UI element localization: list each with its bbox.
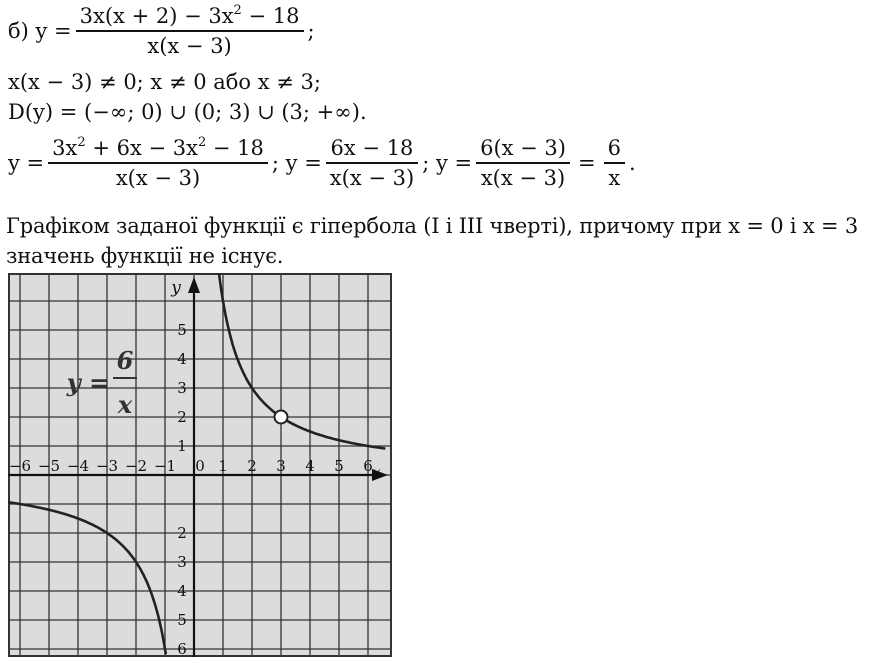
x-tick-label: −2	[124, 457, 148, 475]
y-tick-label: 5	[177, 321, 187, 339]
x-tick-label: −1	[153, 457, 177, 475]
x-axis-label: x	[371, 463, 381, 482]
simplify-line	[8, 136, 636, 190]
y-tick-label: 1	[177, 437, 187, 455]
problem-b-numerator: $3x(x + 2) - 3x^2 - 18$	[79, 3, 300, 28]
domain-line: D(y) = (−∞; 0) ∪ (0; 3) ∪ (3; +∞).	[8, 100, 367, 124]
problem-b-label: б) y =	[8, 18, 72, 43]
simplify-fraction-2-denominator: x(x − 3)	[329, 165, 415, 190]
simplify-separator-1: ; y =	[271, 150, 322, 175]
simplify-fraction-1	[48, 136, 268, 190]
simplify-fraction-3-numerator: 6(x − 3)	[480, 136, 566, 160]
condition-line: x(x − 3) ≠ 0; x ≠ 0 або x ≠ 3;	[8, 70, 321, 94]
simplify-fraction-4-denominator: x	[608, 165, 621, 190]
y-tick-label: 2	[177, 524, 187, 542]
function-label-numerator: 6	[116, 346, 134, 375]
problem-b-denominator: x(x − 3)	[147, 33, 232, 58]
simplify-equals: =	[577, 150, 596, 175]
hyperbola-graph	[8, 273, 392, 657]
x-tick-label: 2	[247, 457, 257, 475]
y-tick-label: 4	[177, 350, 187, 368]
y-tick-label: 3	[177, 379, 187, 397]
x-tick-label: 4	[305, 457, 315, 475]
x-tick-label: −6	[8, 457, 32, 475]
simplify-fraction-4	[604, 136, 625, 190]
x-tick-label: 1	[218, 457, 228, 475]
simplify-y-eq: y =	[8, 150, 45, 175]
simplify-fraction-3-denominator: x(x − 3)	[480, 165, 566, 190]
function-label-y: y =	[66, 368, 110, 397]
simplify-separator-2: ; y =	[422, 150, 473, 175]
y-tick-label: 5	[177, 611, 187, 629]
paragraph-line-1: Графіком заданої функції є гіпербола (І і ІІІ чверті), причому при x = 0 і x = 3	[6, 214, 859, 238]
simplify-fraction-2-numerator: 6x − 18	[330, 136, 414, 160]
y-axis-label: y	[171, 278, 181, 298]
simplify-fraction-1-denominator: x(x − 3)	[115, 165, 201, 190]
simplify-fraction-4-numerator: 6	[607, 136, 621, 160]
x-tick-label: −5	[37, 457, 61, 475]
problem-b-fraction	[76, 4, 304, 58]
y-tick-label: 3	[177, 553, 187, 571]
y-tick-label: 4	[177, 582, 187, 600]
y-tick-label: 6	[177, 640, 187, 657]
origin-label: 0	[195, 457, 205, 475]
simplify-fraction-2	[326, 136, 418, 190]
x-tick-label: 5	[334, 457, 344, 475]
function-label-denominator: x	[117, 390, 133, 419]
x-tick-label: −4	[66, 457, 90, 475]
simplify-fraction-1-numerator: $3x^2 + 6x - 3x^2 - 18$	[52, 135, 264, 160]
excluded-point	[275, 411, 288, 424]
problem-b-expression	[8, 4, 315, 58]
x-tick-label: 6	[363, 457, 373, 475]
y-tick-label: 2	[177, 408, 187, 426]
x-tick-label: −3	[95, 457, 119, 475]
problem-b-semicolon: ;	[307, 18, 315, 43]
x-tick-label: 3	[276, 457, 286, 475]
simplify-end: .	[628, 150, 636, 175]
paragraph-line-2: значень функції не існує.	[6, 244, 284, 268]
simplify-fraction-3	[476, 136, 570, 190]
